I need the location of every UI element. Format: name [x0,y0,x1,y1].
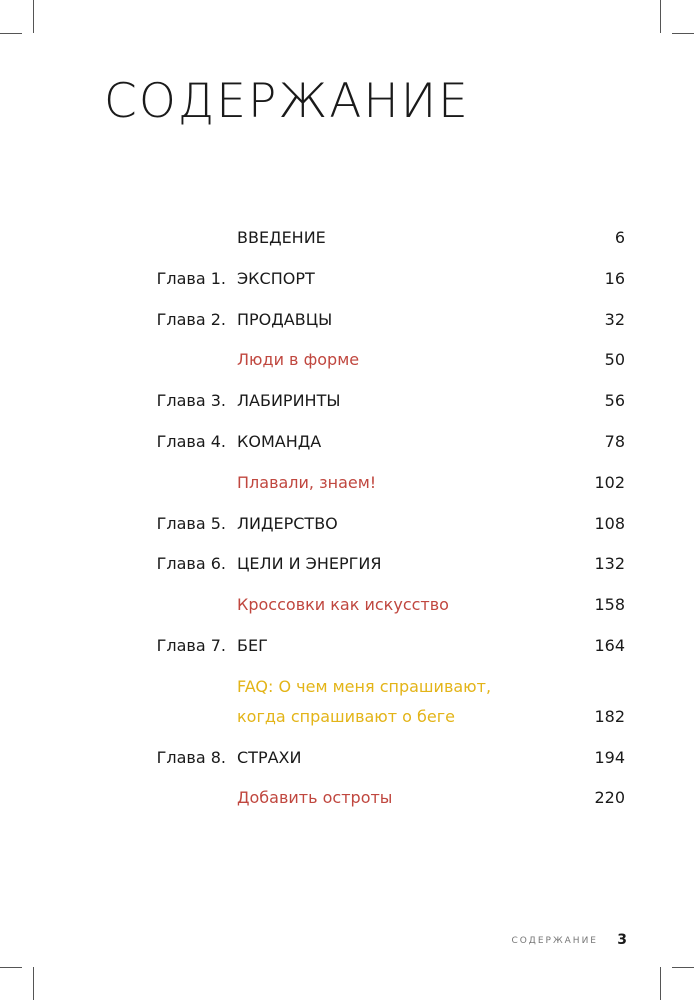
toc-page-number: 164 [594,636,625,655]
toc-entry [0,469,694,497]
toc-chapter-number: Глава 8. [156,747,226,767]
toc-entry-title: ВВЕДЕНИЕ [237,228,326,247]
crop-mark-bottom-left [33,967,34,1000]
toc-entry [0,510,694,538]
toc-page-number: 194 [594,747,625,767]
toc-page-number: 158 [594,595,625,615]
toc-entry [0,591,694,619]
toc-chapter-number: Глава 5. [156,513,226,533]
toc-chapter-number: Глава 7. [156,636,226,655]
toc-entry-title: Кроссовки как искусство [237,595,449,615]
crop-mark-top-left-h [0,33,22,34]
toc-chapter-number: Глава 6. [156,554,226,574]
toc-chapter-number: Глава 3. [156,391,226,411]
toc-page-number: 108 [594,513,625,533]
toc-entry [0,744,694,772]
toc-entry-title: Добавить остроты [237,788,393,808]
toc-entry [0,673,694,701]
toc-entry [0,550,694,578]
toc-chapter-number: Глава 2. [156,309,226,329]
toc-entry [0,428,694,456]
toc-entry [0,703,694,731]
crop-mark-top-right [660,0,661,33]
toc-page-number: 6 [614,228,625,247]
toc-entry-title: ЭКСПОРТ [237,268,315,288]
toc-page-number: 182 [594,706,625,726]
toc-entry-title: когда спрашивают о беге [237,706,456,726]
toc-entry [0,346,694,374]
page-number: 3 [617,932,627,948]
crop-mark-bottom-left-h [0,967,22,968]
crop-mark-bottom-right [660,967,661,1000]
toc-entry-title: FAQ: О чем меня спрашивают, [237,676,492,696]
toc-entry [0,387,694,415]
toc-entry [0,784,694,812]
toc-page-number: 32 [604,309,625,329]
crop-mark-top-left [33,0,34,33]
toc-entry [0,306,694,334]
toc-entry-title: ЛИДЕРСТВО [237,513,338,533]
toc-entry-title: ЦЕЛИ И ЭНЕРГИЯ [237,554,382,574]
toc-entry [0,632,694,660]
toc-entry-title: Люди в форме [237,350,360,370]
toc-page-number: 78 [604,432,625,451]
toc-page-number: 132 [594,554,625,574]
running-footer-label: СОДЕРЖАНИЕ [511,936,598,946]
toc-page-number: 56 [604,391,625,411]
toc-page-number: 16 [604,268,625,288]
page-title: СОДЕРЖАНИЕ [104,74,470,129]
toc-page-number: 220 [594,788,625,808]
toc-entry [0,224,694,252]
toc-entry-title: БЕГ [237,636,268,655]
toc-entry-title: ПРОДАВЦЫ [237,309,333,329]
crop-mark-bottom-right-h [672,967,694,968]
toc-page-number: 102 [594,472,625,492]
toc-entry-title: ЛАБИРИНТЫ [237,391,341,411]
toc-chapter-number: Глава 4. [156,432,226,451]
toc-entry-title: КОМАНДА [237,432,322,451]
crop-mark-top-right-h [672,33,694,34]
toc-entry-title: Плавали, знаем! [237,472,377,492]
toc-chapter-number: Глава 1. [156,268,226,288]
toc-page-number: 50 [604,350,625,370]
toc-entry-title: СТРАХИ [237,747,302,767]
toc-entry [0,265,694,293]
